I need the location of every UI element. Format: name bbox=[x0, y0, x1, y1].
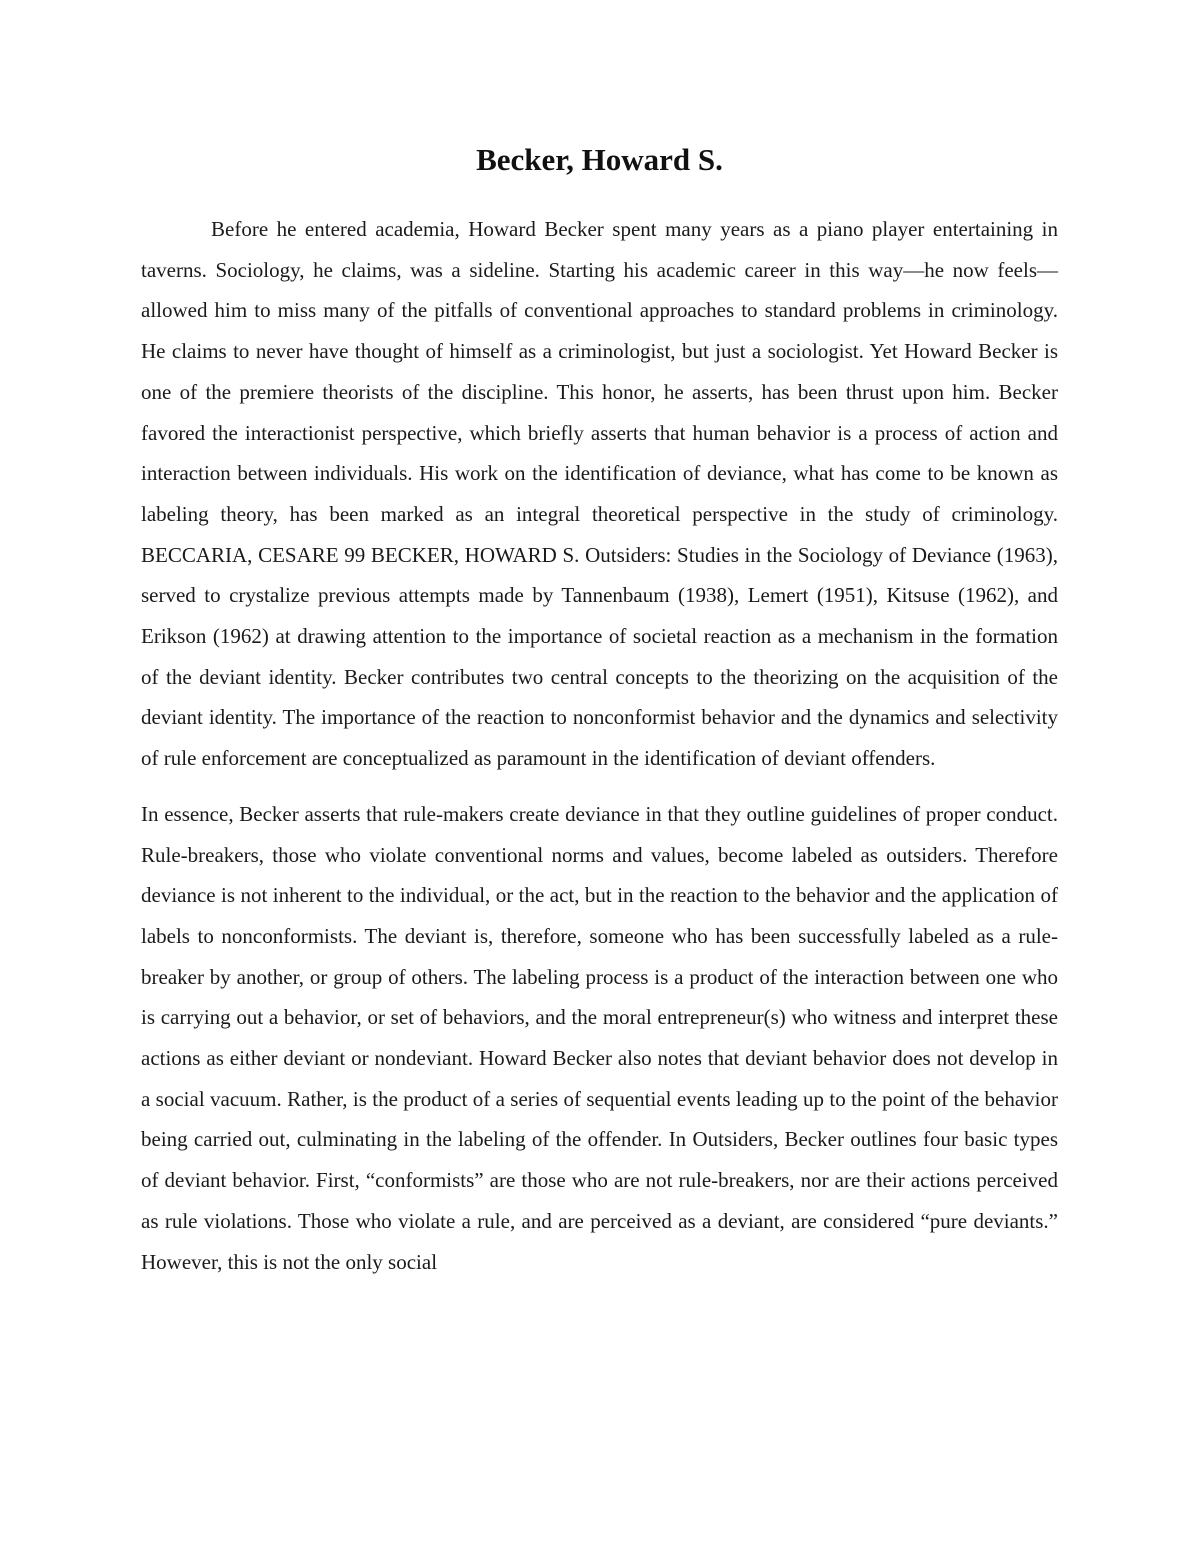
document-page bbox=[141, 132, 1058, 1282]
body-paragraph-2: In essence, Becker asserts that rule-makers create deviance in that they outline guidelines of proper conduct. Rule-breakers, those who violate conventional norms and values, become labeled as outsiders. Therefore deviance is not inherent to the individual, or the act, but in the reaction to the behavior and the application of labels to nonconformists. The deviant is, therefore, someone who has been successfully labeled as a rule-breaker by another, or group of others. The labeling process is a product of the interaction between one who is carrying out a behavior, or set of behaviors, and the moral entrepreneur(s) who witness and interpret these actions as either deviant or nondeviant. Howard Becker also notes that deviant behavior does not develop in a social vacuum. Rather, is the product of a series of sequential events leading up to the point of the behavior being carried out, culminating in the labeling of the offender. In Outsiders, Becker outlines four basic types of deviant behavior. First, “conformists” are those who are not rule-breakers, nor are their actions perceived as rule violations. Those who violate a rule, and are perceived as a deviant, are considered “pure deviants.” However, this is not the only social bbox=[141, 801, 1058, 1274]
document-title: Becker, Howard S. bbox=[476, 142, 723, 177]
body-paragraph-1: Before he entered academia, Howard Becker spent many years as a piano player entertaining in taverns. Sociology, he claims, was a sideline. Starting his academic career in this way—he now feels—allowed him to miss many of the pitfalls of conventional approaches to standard problems in criminology. He claims to never have thought of himself as a criminologist, but just a sociologist. Yet Howard Becker is one of the premiere theorists of the discipline. This honor, he asserts, has been thrust upon him. Becker favored the interactionist perspective, which briefly asserts that human behavior is a process of action and interaction between individuals. His work on the identification of deviance, what has come to be known as labeling theory, has been marked as an integral theoretical perspective in the study of criminology. BECCARIA, CESARE 99 BECKER, HOWARD S. Outsiders: Studies in the Sociology of Deviance (1963), served to crystalize previous attempts made by Tannenbaum (1938), Lemert (1951), Kitsuse (1962), and Erikson (1962) at drawing attention to the importance of societal reaction as a mechanism in the formation of the deviant identity. Becker contributes two central concepts to the theorizing on the acquisition of the deviant identity. The importance of the reaction to nonconformist behavior and the dynamics and selectivity of rule enforcement are conceptualized as paramount in the identification of deviant offenders. bbox=[141, 217, 1058, 771]
